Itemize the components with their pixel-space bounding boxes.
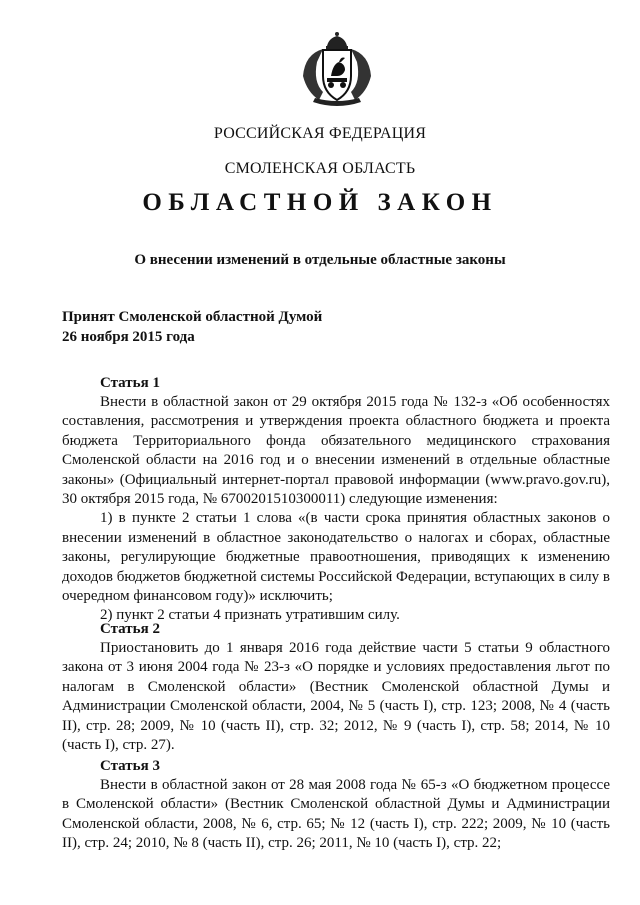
article-1 — [62, 373, 610, 626]
adoption-date: 26 ноября 2015 года — [62, 329, 195, 345]
article-title: Статья 2 — [100, 621, 160, 637]
article-paragraph: Внести в областной закон от 29 октября 2015 года № 132-з «Об особенностях составления, рассмотрения и утверждения проекта областного бюджета и проекта бюджета Территориального фонда обязательного медицинского страхования Смоленской области на 2016 год и о внесении изменений в отдельные областные законы» (Официальный интернет-портал правовой информации (www.pravo.gov.ru), 30 октября 2015 года, № 6700201510300011) следующие изменения: — [62, 394, 610, 508]
adoption-block — [62, 307, 322, 347]
country-heading: РОССИЙСКАЯ ФЕДЕРАЦИЯ — [213, 125, 427, 142]
article-title: Статья 1 — [100, 375, 160, 391]
article-paragraph: Внести в областной закон от 28 мая 2008 года № 65-з «О бюджетном процессе в Смоленской области» (Вестник Смоленской областной Думы и Администрации Смоленской области, 2008, № 6, стр. 65; № 12 (часть I), стр. 222; 2009, № 10 (часть II), стр. 24; 2010, № 8 (часть II), стр. 26; 2011, № 10 (часть I), стр. 22; — [62, 777, 610, 852]
article-paragraph: 2) пункт 2 статьи 4 признать утратившим силу. — [100, 607, 400, 624]
law-title: ОБЛАСТНОЙ ЗАКОН — [142, 189, 498, 216]
region-heading: СМОЛЕНСКАЯ ОБЛАСТЬ — [224, 160, 416, 177]
article-paragraph: Приостановить до 1 января 2016 года действие части 5 статьи 9 областного закона от 3 июня 2004 года № 23-з «О порядке и условиях предоставления льгот по налогам в Смоленской области» (Вестник Смоленской областной Думы и Администрации Смоленской области, 2004, № 5 (часть I), стр. 123; 2008, № 4 (часть II), стр. 28; 2009, № 10 (часть II), стр. 32; 2012, № 9 (часть I), стр. 58; 2014, № 10 (часть I), стр. 27). — [62, 640, 610, 754]
law-subject: О внесении изменений в отдельные областные законы — [134, 252, 506, 268]
article-3 — [62, 756, 610, 854]
article-paragraph: 1) в пункте 2 статьи 1 слова «(в части срока принятия областных законов о внесении изменений в областное законодательство о налогах и сборах, областные законы, регулирующие бюджетные правоотношения, приводящих к изменению доходов бюджетов бюджетной системы Российской Федерации, вступающих в силу в очередном финансовом году)» исключить; — [62, 510, 610, 605]
article-title: Статья 3 — [100, 758, 160, 774]
adoption-body: Принят Смоленской областной Думой — [62, 309, 323, 325]
coat-of-arms-emblem — [293, 30, 381, 110]
article-2 — [62, 619, 610, 755]
